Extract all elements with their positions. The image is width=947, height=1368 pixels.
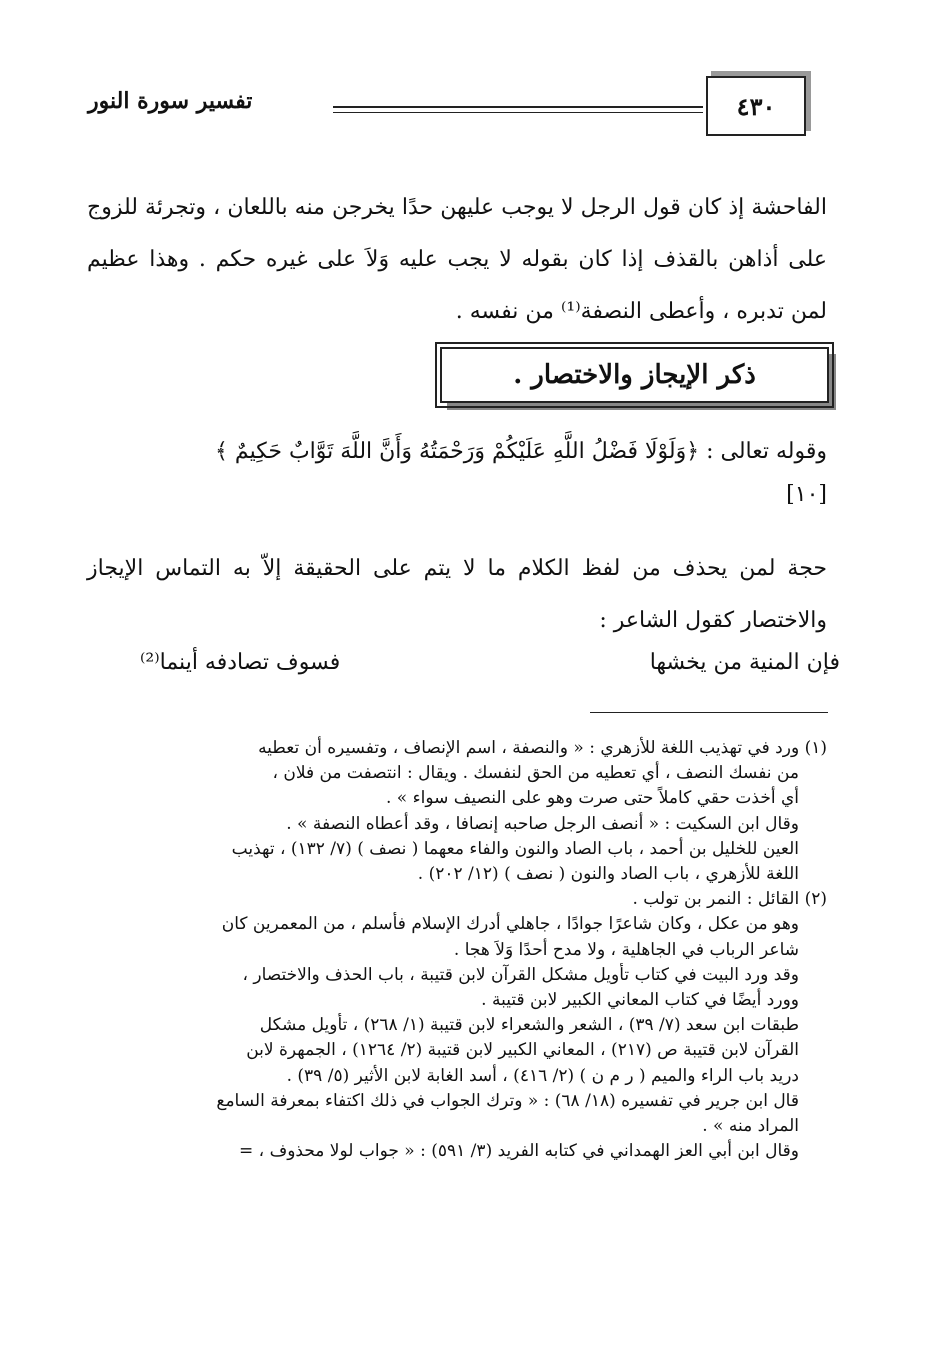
poem-verse (140, 650, 840, 698)
footnote-line: القرآن لابن قتيبة ص (٢١٧) ، المعاني الكبير لابن قتيبة (٢/ ١٢٦٤) ، الجمهرة لابن (246, 1040, 799, 1061)
footnote-line: وقد ورد البيت في كتاب تأويل مشكل القرآن لابن قتيبة ، باب الحذف والاختصار ، (242, 964, 799, 985)
footnote-line: شاعر الرباب في الجاهلية ، ولا مدح أحدًا وَلاَ هجا . (453, 939, 799, 960)
footnote-line: وورد أيضًا في كتاب المعاني الكبير لابن قتيبة . (481, 990, 799, 1011)
section-heading: ذكر الإيجاز والاختصار . (440, 347, 829, 403)
footnote-line: دريد باب الراء والميم ( ر م ن ) (٢/ ٤١٦) ، أسد الغابة لابن الأثير (٥/ ٣٩) . (286, 1065, 799, 1086)
paragraph-1: الفاحشة إذ كان قول الرجل لا يوجب عليهن حدًا يخرجن منه باللعان ، وتجرئة للزوج على أذاهن بالقذف إذا كان بقوله لا يجب عليه وَلاَ على غيره حكم . وهذا عظيم لمن تدبره ، وأعطى النصفة⁽¹⁾ من نفسه . (87, 195, 827, 324)
footnote-line: العين للخليل بن أحمد ، باب الصاد والنون والفاء معهما ( نصف ) (٧/ ١٣٢) ، تهذيب (231, 838, 799, 859)
page-header (70, 70, 840, 150)
footnote-line: من نفسك النصف ، أي تعطيه من الحق لنفسك . ويقال : انتصفت من فلان ، (272, 763, 799, 784)
footnote-line: قال ابن جرير في تفسيره (١٨/ ٦٨) : « وترك الجواب في ذلك اكتفاء بمعرفة السامع (216, 1090, 799, 1111)
footnotes (82, 736, 827, 1164)
header-rule (333, 106, 703, 108)
footnote-line: أي أخذت حقي كاملاً حتى صرت وهو على النصيف سواء » . (385, 788, 799, 809)
footnote-separator (590, 712, 828, 713)
page-number: ٤٣٠ (706, 76, 806, 136)
footnote-line: وهو من عكل ، وكان شاعرًا جوادًا ، جاهلي أدرك الإسلام فأسلم ، من المعمرين كان (221, 914, 799, 935)
footnote-line: وقال ابن أبي العز الهمداني في كتابه الفريد (٣/ ٥٩١) : « جواب لولا محذوف ، = (239, 1141, 799, 1162)
footnote-line: (٢) القائل : النمر بن تولب . (632, 889, 827, 910)
footnote-line: وقال ابن السكيت : « أنصف الرجل صاحبه إنصافا ، وقد أعطاه النصفة » . (286, 813, 799, 834)
footnote-line: اللغة للأزهري ، باب الصاد والنون ( نصف ) (١٢/ ٢٠٢) . (417, 864, 799, 885)
poem-hemistich-1: فإن المنية من يخشها (649, 650, 840, 675)
footnote-line: المراد منه » . (702, 1116, 799, 1137)
footnote-line: طبقات ابن سعد (٧/ ٣٩) ، الشعر والشعراء لابن قتيبة (١/ ٢٦٨) ، تأويل مشكل (259, 1015, 799, 1036)
running-title: تفسير سورة النور (88, 88, 253, 114)
verse-reference: [١٠] (786, 482, 827, 507)
footnote-line: (١) ورد في تهذيب اللغة للأزهري : « والنصفة ، اسم الإنصاف ، وتفسيره أن تعطيه (258, 738, 827, 758)
header-rule-thin (333, 112, 703, 113)
poem-hemistich-2: فسوف تصادفه أينما⁽²⁾ (140, 650, 341, 675)
quran-verse: وقوله تعالى : ﴿وَلَوْلَا فَضْلُ اللَّهِ عَلَيْكُمْ وَرَحْمَتُهُ وَأَنَّ اللَّهَ تَوَّابٌ حَكِيمٌ ﴾ (215, 439, 827, 464)
paragraph-2: حجة لمن يحذف من لفظ الكلام ما لا يتم على الحقيقة إلاّ به التماس الإيجاز والاختصار كقول الشاعر : (87, 556, 827, 633)
